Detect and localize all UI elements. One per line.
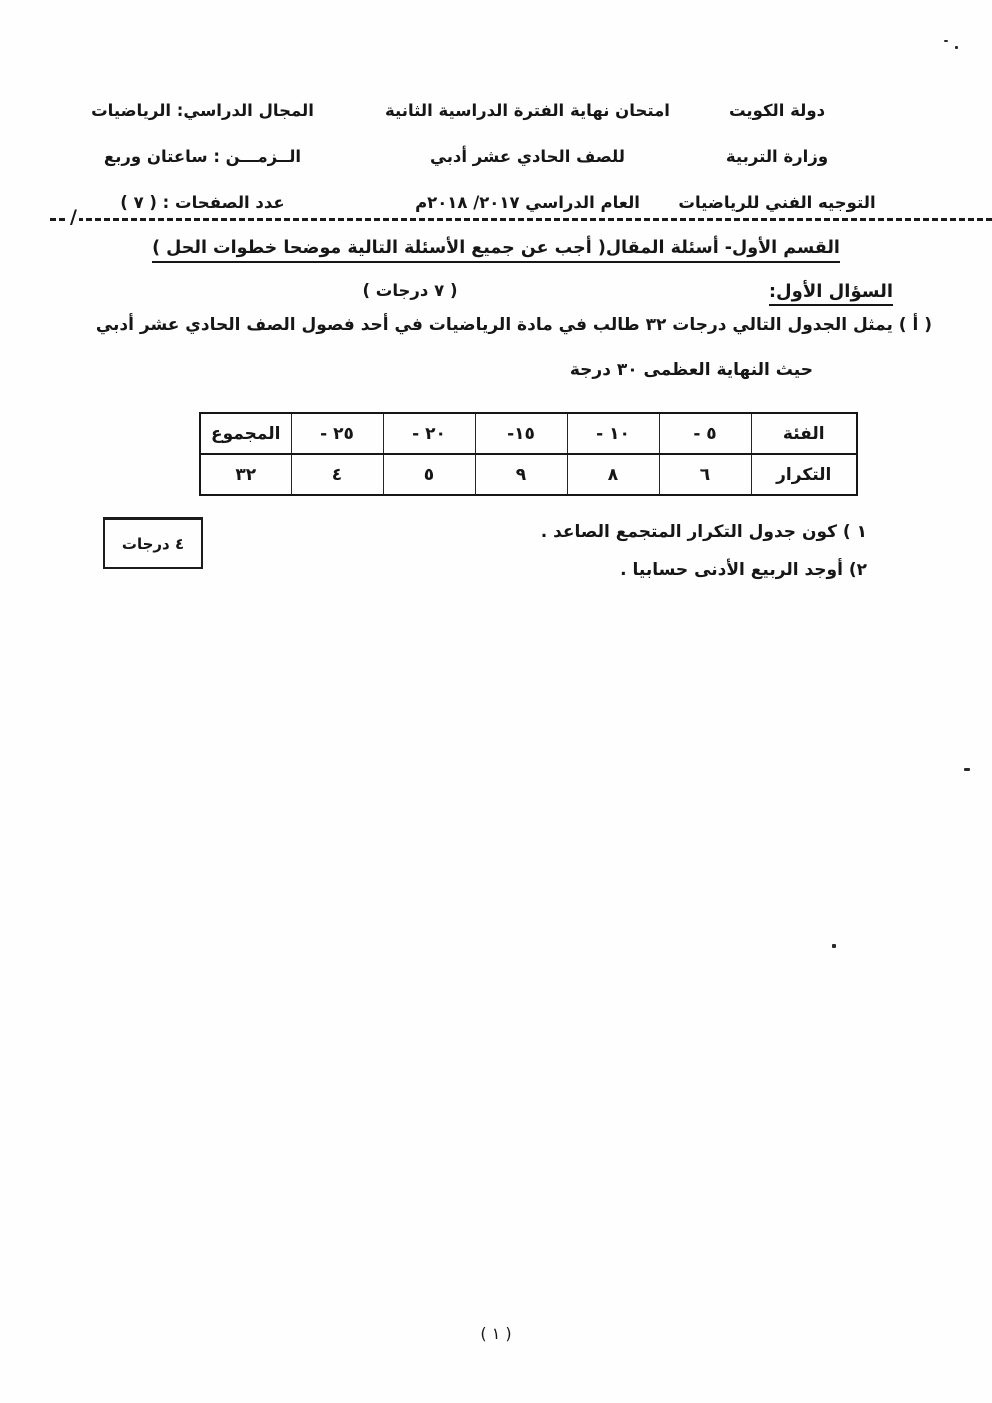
class-row-label: الفئة [751, 413, 857, 454]
section-title-row [0, 238, 992, 263]
question-1-label: السؤال الأول: [769, 281, 893, 306]
header-subject: المجال الدراسي: الرياضيات [91, 101, 314, 120]
frequency-cell: ٥ [383, 454, 475, 495]
question-1-marks: ( ٧ درجات ) [362, 281, 458, 300]
freq-row-label: التكرار [751, 454, 857, 495]
header-center-column [360, 88, 695, 226]
dashed-separator [50, 218, 992, 221]
header-page-count: عدد الصفحات : ( ٧ ) [120, 193, 285, 212]
sub-question-1: ١ ) كون جدول التكرار المتجمع الصاعد . [540, 522, 867, 542]
question-a-intro-line2: حيث النهاية العظمى ٣٠ درجة [569, 360, 813, 380]
frequency-table [199, 412, 858, 496]
marks-box [103, 517, 203, 569]
separator-slash-mark: / [70, 206, 77, 228]
scan-noise-dot [964, 768, 970, 771]
sub-questions [541, 513, 867, 589]
class-interval-cell: ١٥- [475, 413, 567, 454]
table-row-classes [200, 413, 857, 454]
scan-noise-dot [944, 40, 948, 42]
scan-noise-dot [832, 944, 836, 948]
scan-noise-dot [955, 46, 958, 49]
header-ministry: وزارة التربية [725, 147, 829, 166]
class-interval-cell: ١٠ - [567, 413, 659, 454]
header-country: دولة الكويت [728, 101, 826, 120]
class-interval-cell: ٢٥ - [291, 413, 383, 454]
sub-question-2: ٢) أوجد الربيع الأدنى حسابيا . [620, 560, 867, 580]
section-title: القسم الأول- أسئلة المقال( أجب عن جميع الأسئلة التالية موضحا خطوات الحل ) [152, 238, 840, 263]
header-grade: للصف الحادي عشر أدبي [430, 147, 625, 166]
marks-box-label: ٤ درجات [121, 534, 185, 553]
frequency-cell: ٨ [567, 454, 659, 495]
question-a-intro-line1: ( أ ) يمثل الجدول التالي درجات ٣٢ طالب في مادة الرياضيات في أحد فصول الصف الحادي عشر أدبي [95, 315, 932, 335]
total-label-cell: المجموع [200, 413, 291, 454]
class-interval-cell: ٥ - [659, 413, 751, 454]
header-technical-guidance: التوجيه الفني للرياضيات [678, 193, 876, 212]
header-duration: الــزمـــن : ساعتان وربع [103, 147, 302, 166]
page-number: ( ١ ) [480, 1324, 512, 1343]
header-academic-year: العام الدراسي ٢٠١٧/ ٢٠١٨م [415, 193, 640, 212]
frequency-cell: ٦ [659, 454, 751, 495]
frequency-cell: ٤ [291, 454, 383, 495]
frequency-cell: ٩ [475, 454, 567, 495]
header-left-column [50, 88, 355, 226]
class-interval-cell: ٢٠ - [383, 413, 475, 454]
total-frequency-cell: ٣٢ [200, 454, 291, 495]
header-exam-title: امتحان نهاية الفترة الدراسية الثانية [385, 101, 670, 120]
table-row-frequencies [200, 454, 857, 495]
